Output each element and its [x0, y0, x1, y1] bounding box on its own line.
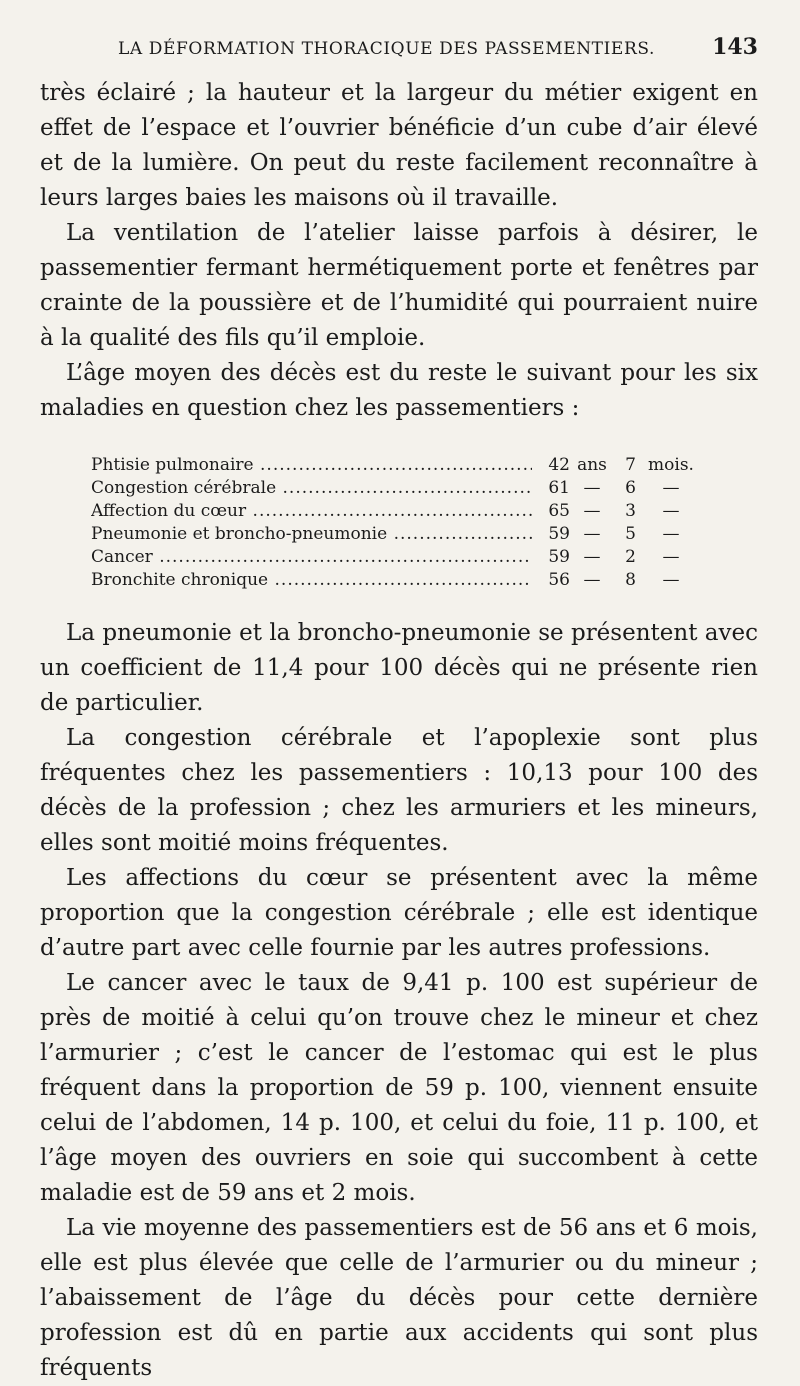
age-months: 6 [625, 478, 636, 498]
paragraph: La vie moyenne des passementiers est de 56 ans et 6 mois, elle est plus élevée que celle de l’armurier ou du mineur ; l’abaissement de l’âge du décès pour cette dernière profession est dû en partie aux accidents qui sont plus fréquents [40, 1215, 758, 1381]
paragraph: Les affections du cœur se présentent avec la même proportion que la congestion cérébrale ; elle est identique d’autre part avec celle fournie par les autres professions. [40, 865, 758, 961]
years-unit: — [583, 524, 601, 544]
age-months: 8 [625, 570, 636, 590]
age-months: 5 [625, 524, 636, 544]
table-row [91, 454, 706, 477]
age-years: 59 [548, 547, 570, 567]
paragraph: La congestion cérébrale et l’apoplexie sont plus fréquentes chez les passementiers : 10,13 pour 100 des décès de la profession ; chez les armuriers et les mineurs, elles sont moitié moins fréquentes. [40, 725, 758, 856]
age-years: 61 [548, 478, 570, 498]
table-row [91, 500, 706, 523]
age-years: 42 [548, 455, 570, 475]
months-unit: — [662, 478, 680, 498]
disease-name: Pneumonie et broncho-pneumonie ..... [91, 523, 532, 546]
years-unit: — [583, 501, 601, 521]
months-unit: — [662, 501, 680, 521]
paragraph: La pneumonie et la broncho-pneumonie se présentent avec un coefficient de 11,4 pour 100 décès qui ne présente rien de particulier. [40, 620, 758, 716]
years-unit: — [583, 570, 601, 590]
age-years: 56 [548, 570, 570, 590]
running-head: LA DÉFORMATION THORACIQUE DES PASSEMENTIERS. [118, 39, 655, 59]
page-header [40, 34, 758, 60]
months-unit: — [662, 524, 680, 544]
years-unit: — [583, 547, 601, 567]
paragraph: La ventilation de l’atelier laisse parfois à désirer, le passementier fermant hermétiquement porte et fenêtres par crainte de la poussière et de l’humidité qui pourraient nuire à la qualité des fils qu’il emploie. [40, 220, 758, 351]
table-row [91, 546, 706, 569]
disease-name: Bronchite chronique ..... [91, 569, 532, 592]
disease-name: Affection du cœur ..... [91, 500, 532, 523]
table-row [91, 569, 706, 592]
age-months: 3 [625, 501, 636, 521]
age-months: 2 [625, 547, 636, 567]
years-unit: ans [577, 455, 607, 475]
table-row [91, 477, 706, 500]
paragraph: L’âge moyen des décès est du reste le suivant pour les six maladies en question chez les passementiers : [40, 360, 758, 421]
age-years: 65 [548, 501, 570, 521]
paragraph: très éclairé ; la hauteur et la largeur du métier exigent en effet de l’espace et l’ouvrier bénéficie d’un cube d’air élevé et de la lumière. On peut du reste facilement reconnaître à leurs larges baies les maisons où il travaille. [40, 80, 758, 211]
disease-name: Phtisie pulmonaire ..... [91, 454, 532, 477]
months-unit: — [662, 547, 680, 567]
months-unit: — [662, 570, 680, 590]
paragraph: Le cancer avec le taux de 9,41 p. 100 est supérieur de près de moitié à celui qu’on trouve chez le mineur et chez l’armurier ; c’est le cancer de l’estomac qui est le plus fréquent dans la proportion de 59 p. 100, viennent ensuite celui de l’abdomen, 14 p. 100, et celui du foie, 11 p. 100, et l’âge moyen des ouvriers en soie qui succombent à cette maladie est de 59 ans et 2 mois. [40, 970, 758, 1206]
table-row [91, 523, 706, 546]
disease-name: Congestion cérébrale ..... [91, 477, 532, 500]
mortality-age-table [91, 454, 706, 592]
page-number: 143 [712, 34, 758, 60]
age-years: 59 [548, 524, 570, 544]
disease-name: Cancer ..... [91, 546, 532, 569]
months-unit: mois. [648, 455, 694, 475]
years-unit: — [583, 478, 601, 498]
page-body [40, 76, 758, 1386]
age-months: 7 [625, 455, 636, 475]
